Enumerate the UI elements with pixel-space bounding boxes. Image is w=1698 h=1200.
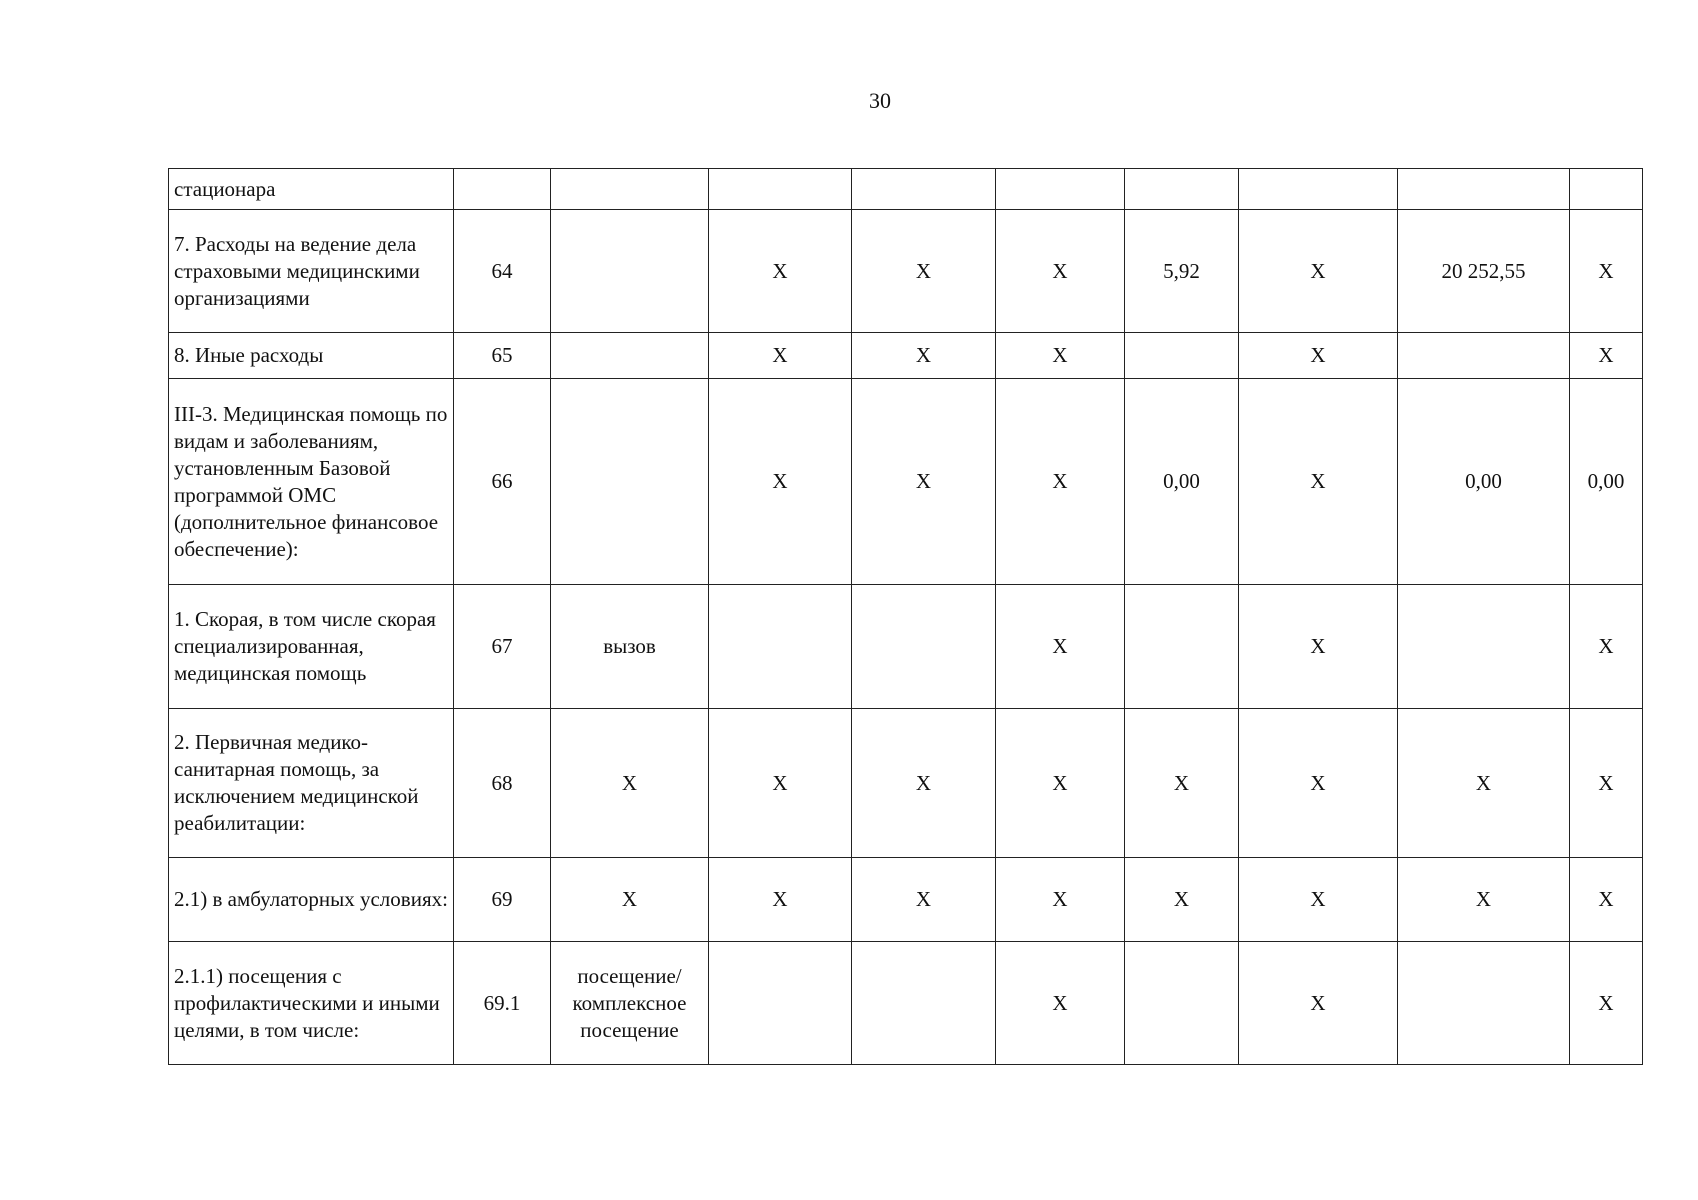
row-cell: X (1239, 858, 1398, 942)
table-row (169, 210, 1643, 333)
row-code: 66 (454, 379, 551, 585)
row-name: стационара (169, 169, 454, 210)
row-cell: 20 252,55 (1398, 210, 1570, 333)
row-unit: посещение/ комплексное посещение (551, 942, 709, 1065)
row-name: 7. Расходы на ведение дела страховыми медицинскими организациями (169, 210, 454, 333)
table-row (169, 942, 1643, 1065)
row-name: 2.1.1) посещения с профилактическими и иными целями, в том числе: (169, 942, 454, 1065)
row-name: 2. Первичная медико-санитарная помощь, за исключением медицинской реабилитации: (169, 709, 454, 858)
row-cell (852, 169, 996, 210)
row-cell (852, 942, 996, 1065)
row-cell: X (852, 210, 996, 333)
row-cell (1570, 169, 1643, 210)
row-code: 69.1 (454, 942, 551, 1065)
row-cell: 0,00 (1398, 379, 1570, 585)
row-unit (551, 333, 709, 379)
row-cell: X (709, 379, 852, 585)
row-cell: X (996, 942, 1125, 1065)
row-name: 1. Скорая, в том числе скорая специализированная, медицинская помощь (169, 585, 454, 709)
row-cell: X (709, 709, 852, 858)
row-cell: X (1125, 858, 1239, 942)
row-code: 67 (454, 585, 551, 709)
row-cell: X (1239, 585, 1398, 709)
row-name: III-3. Медицинская помощь по видам и заболеваниям, установленным Базовой программой ОМС (дополнительное финансовое обеспечение): (169, 379, 454, 585)
row-cell: X (1239, 942, 1398, 1065)
row-cell: X (709, 858, 852, 942)
data-table (168, 168, 1643, 1065)
row-code: 64 (454, 210, 551, 333)
row-cell: X (996, 333, 1125, 379)
table-row (169, 585, 1643, 709)
row-cell: X (1239, 709, 1398, 858)
table-row (169, 379, 1643, 585)
row-cell: X (1570, 585, 1643, 709)
row-unit: X (551, 858, 709, 942)
row-cell (709, 942, 852, 1065)
row-code: 68 (454, 709, 551, 858)
row-code (454, 169, 551, 210)
row-unit (551, 169, 709, 210)
row-cell (996, 169, 1125, 210)
table-row (169, 709, 1643, 858)
row-code: 69 (454, 858, 551, 942)
row-cell: X (996, 709, 1125, 858)
row-cell: X (996, 585, 1125, 709)
table-row (169, 858, 1643, 942)
row-cell: X (996, 379, 1125, 585)
row-cell (1398, 585, 1570, 709)
row-unit: X (551, 709, 709, 858)
row-cell (709, 169, 852, 210)
row-code: 65 (454, 333, 551, 379)
row-unit: вызов (551, 585, 709, 709)
table-row (169, 333, 1643, 379)
row-cell: X (1125, 709, 1239, 858)
row-cell (1125, 585, 1239, 709)
row-cell: X (1398, 709, 1570, 858)
row-name: 2.1) в амбулаторных условиях: (169, 858, 454, 942)
row-cell (709, 585, 852, 709)
row-cell (1125, 942, 1239, 1065)
row-name: 8. Иные расходы (169, 333, 454, 379)
row-cell (1398, 333, 1570, 379)
row-cell (1398, 942, 1570, 1065)
row-cell (1239, 169, 1398, 210)
row-cell: X (852, 379, 996, 585)
row-cell (852, 585, 996, 709)
row-cell (1398, 169, 1570, 210)
row-cell (1125, 333, 1239, 379)
row-cell: X (996, 858, 1125, 942)
row-cell: X (852, 858, 996, 942)
table-row (169, 169, 1643, 210)
row-cell: X (1570, 858, 1643, 942)
row-cell (1125, 169, 1239, 210)
row-cell: X (1239, 210, 1398, 333)
page-number: 30 (869, 88, 891, 113)
row-cell: X (852, 333, 996, 379)
row-cell: X (852, 709, 996, 858)
row-cell: X (1570, 333, 1643, 379)
row-cell: X (996, 210, 1125, 333)
row-unit (551, 379, 709, 585)
row-cell: X (1570, 210, 1643, 333)
row-cell: 0,00 (1125, 379, 1239, 585)
row-cell: X (1570, 709, 1643, 858)
row-cell: 0,00 (1570, 379, 1643, 585)
row-cell: 5,92 (1125, 210, 1239, 333)
row-cell: X (709, 210, 852, 333)
row-unit (551, 210, 709, 333)
row-cell: X (1398, 858, 1570, 942)
row-cell: X (1570, 942, 1643, 1065)
row-cell: X (1239, 333, 1398, 379)
row-cell: X (709, 333, 852, 379)
row-cell: X (1239, 379, 1398, 585)
